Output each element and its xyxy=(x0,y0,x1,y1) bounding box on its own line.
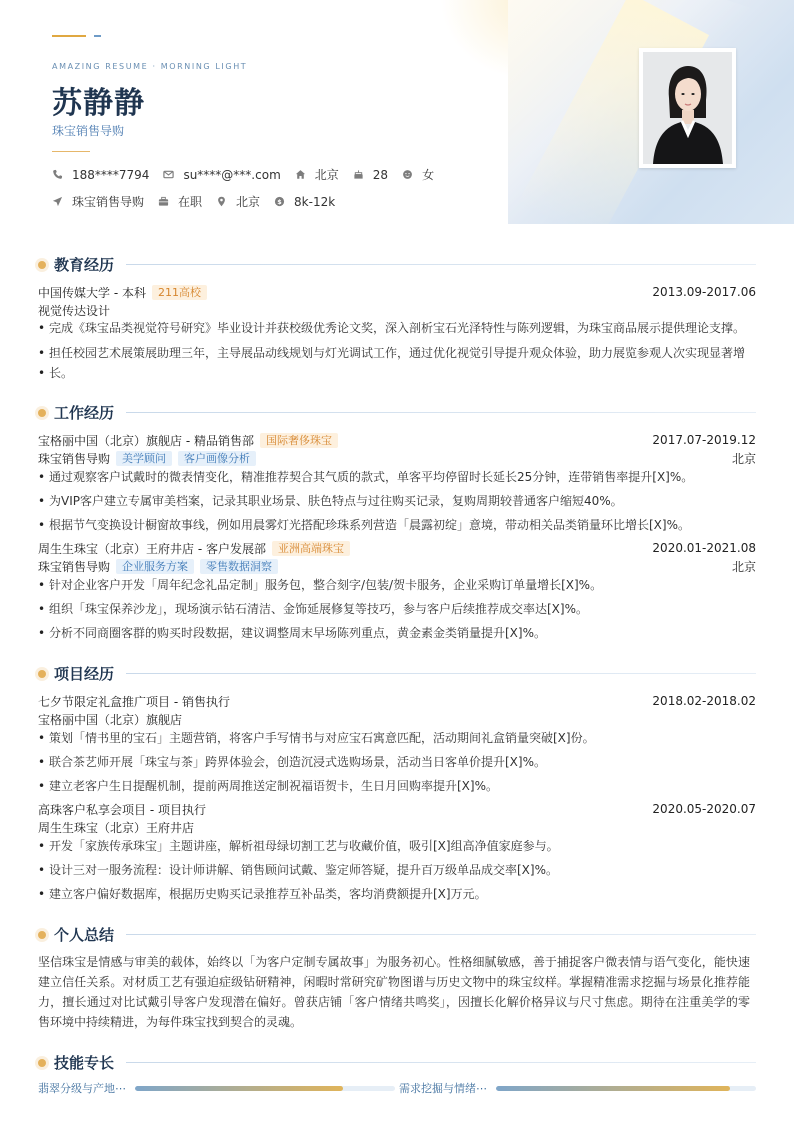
project-bullet: • 策划「情书里的宝石」主题营销，将客户手写情书与对应宝石寓意匹配，活动期间礼盒销量突破[X]份。 xyxy=(38,728,752,748)
project-bullet: • 联合茶艺师开展「珠宝与茶」跨界体验会，创造沉浸式选购场景，活动当日客单价提升[X]%。 xyxy=(38,752,752,772)
briefcase-icon xyxy=(158,196,169,207)
status-item xyxy=(158,193,202,210)
project-bullet: • 开发「家族传承珠宝」主题讲座，解析祖母绿切割工艺与收藏价值，吸引[X]组高净值家庭参与。 xyxy=(38,836,752,856)
section-dot xyxy=(38,1059,46,1067)
section-divider xyxy=(126,1062,756,1063)
skills-section-header xyxy=(38,1052,756,1073)
work-role-row xyxy=(38,558,756,574)
summary-text: 坚信珠宝是情感与审美的载体，始终以「为客户定制专属故事」为服务初心。性格细腻敏感，善于捕捉客户微表情与语气变化，能快速建立信任关系。对材质工艺有强迫症级钻研精神，闲暇时常研究矿物图谱与历史文物中的珠宝纹样。掌握精准需求挖掘与场景化推荐能力，擅长通过对比试戴引导客户发现潜在偏好。曾获店铺「客户情绪共鸣奖」，因擅长化解价格异议与尺寸焦虑。期待在注重美学的零售环境中持续精进，为每件珠宝找到契合的灵魂。 xyxy=(38,955,750,1029)
skill-name: 需求挖掘与情绪⋯ xyxy=(399,1082,487,1095)
phone-text: 188****7794 xyxy=(72,167,150,182)
hometown-text: 北京 xyxy=(314,168,339,182)
skill-bar-fill xyxy=(496,1086,730,1091)
target-job-text: 珠宝销售导购 xyxy=(72,195,145,209)
project-date: 2020.05-2020.07 xyxy=(652,802,756,816)
resume-header xyxy=(0,0,794,226)
home-icon xyxy=(295,169,306,180)
work-date: 2017.07-2019.12 xyxy=(652,433,756,447)
target-city-text: 北京 xyxy=(236,195,261,209)
skills-section-title: 技能专长 xyxy=(54,1054,115,1072)
candidate-job-title: 珠宝销售导购 xyxy=(52,124,125,138)
work-entry-header xyxy=(38,540,756,556)
project-org-row xyxy=(38,819,756,835)
education-date: 2013.09-2017.06 xyxy=(652,285,756,299)
salary-text: 8k-12k xyxy=(294,194,336,209)
profile-photo-frame xyxy=(639,48,736,168)
work-bullet: • 针对企业客户开发「周年纪念礼品定制」服务包，整合刻字/包装/贺卡服务，企业采购订单量增长[X]%。 xyxy=(38,575,752,595)
work-role: 珠宝销售导购 xyxy=(38,451,111,466)
education-major-row xyxy=(38,302,756,318)
candidate-name: 苏静静 xyxy=(52,86,145,121)
cake-icon xyxy=(353,169,364,180)
work-role: 珠宝销售导购 xyxy=(38,559,111,574)
skill-item xyxy=(399,1080,756,1096)
work-bullet: • 根据节气变换设计橱窗故事线，例如用晨雾灯光搭配珍珠系列营造「晨露初绽」意境，带动相关品类销量环比增长[X]%。 xyxy=(38,515,752,535)
project-org-row xyxy=(38,711,756,727)
section-dot xyxy=(38,931,46,939)
project-entry-header xyxy=(38,693,756,709)
project-bullet: • 建立客户偏好数据库，根据历史购买记录推荐互补品类，客均消费额提升[X]万元。 xyxy=(38,884,752,904)
project-bullet: • 建立老客户生日提醒机制，提前两周推送定制祝福语贺卡，生日月回购率提升[X]%。 xyxy=(38,776,752,796)
education-school: 中国传媒大学 - 本科 xyxy=(38,285,146,300)
skill-item xyxy=(38,1080,395,1096)
project-bullet: • 设计三对一服务流程：设计师讲解、销售顾问试戴、鉴定师答疑，提升百万级单品成交率[X]%。 xyxy=(38,860,752,880)
role-tag: 企业服务方案 xyxy=(116,559,194,574)
company-tag: 亚洲高端珠宝 xyxy=(272,541,350,556)
gender-text: 女 xyxy=(422,168,435,182)
section-divider xyxy=(126,264,756,265)
project-entry-header xyxy=(38,801,756,817)
project-name: 七夕节限定礼盒推广项目 - 销售执行 xyxy=(38,694,230,709)
salary-icon xyxy=(274,196,285,207)
work-section-header xyxy=(38,402,756,423)
school-tag: 211高校 xyxy=(152,285,207,300)
section-dot xyxy=(38,409,46,417)
education-bullet: • 担任校园艺术展策展助理三年，主导展品动线规划与灯光调试工作，通过优化视觉引导提升观众体验，助力展览参观人次实现显著增 xyxy=(38,343,752,363)
work-city: 北京 xyxy=(731,451,756,466)
resume-tagline: AMAZING RESUME · MORNING LIGHT xyxy=(52,62,248,71)
phone-item xyxy=(52,168,149,182)
accent-lines xyxy=(52,35,101,37)
work-bullet: • 组织「珠宝保养沙龙」，现场演示钻石清洁、金饰延展修复等技巧，参与客户后续推荐成交率达[X]%。 xyxy=(38,599,752,619)
education-major: 视觉传达设计 xyxy=(38,303,111,318)
work-company: 周生生珠宝（北京）王府井店 - 客户发展部 xyxy=(38,541,266,556)
skill-name: 翡翠分级与产地⋯ xyxy=(38,1082,126,1095)
job-intent-row xyxy=(52,193,349,210)
section-divider xyxy=(126,673,756,674)
education-entry-header xyxy=(38,284,756,300)
phone-icon xyxy=(52,169,63,180)
project-date: 2018.02-2018.02 xyxy=(652,694,756,708)
svg-text:$: $ xyxy=(277,197,282,206)
age-text: 28 xyxy=(372,167,389,182)
work-city: 北京 xyxy=(731,559,756,574)
status-text: 在职 xyxy=(178,195,203,209)
work-bullet: • 为VIP客户建立专属审美档案，记录其职业场景、肤色特点与过往购买记录，复购周期较普通客户缩短40%。 xyxy=(38,491,752,511)
projects-section-header xyxy=(38,663,756,684)
education-bullet: • 完成《珠宝品类视觉符号研究》毕业设计并获校级优秀论文奖，深入剖析宝石光泽特性与陈列逻辑，为珠宝商品展示提供理论支撑。 xyxy=(38,318,752,338)
project-org: 宝格丽中国（北京）旗舰店 xyxy=(38,712,183,727)
work-bullet: • 分析不同商圈客群的购买时段数据，建议调整周末早场陈列重点，黄金素金类销量提升[X]%。 xyxy=(38,623,752,643)
section-divider xyxy=(126,412,756,413)
education-bullet-continuation: • 长。 xyxy=(38,363,752,383)
education-section-title: 教育经历 xyxy=(54,256,115,274)
summary-section-title: 个人总结 xyxy=(54,926,115,944)
role-tag: 客户画像分析 xyxy=(178,451,256,466)
work-entry-header xyxy=(38,432,756,448)
name-underline xyxy=(52,151,90,152)
work-bullet: • 通过观察客户试戴时的微表情变化，精准推荐契合其气质的款式，单客平均停留时长延长25分钟，连带销售率提升[X]%。 xyxy=(38,467,752,487)
location-icon xyxy=(216,196,227,207)
target-city-item xyxy=(216,193,260,210)
hometown-item xyxy=(295,166,339,183)
work-role-row xyxy=(38,450,756,466)
work-company: 宝格丽中国（北京）旗舰店 - 精品销售部 xyxy=(38,433,254,448)
age-item xyxy=(353,168,388,182)
target-job-item xyxy=(52,193,144,210)
project-name: 高珠客户私享会项目 - 项目执行 xyxy=(38,802,206,817)
section-dot xyxy=(38,670,46,678)
education-section-header xyxy=(38,254,756,275)
contact-row xyxy=(52,166,448,183)
gender-icon xyxy=(402,169,413,180)
summary-section-header xyxy=(38,924,756,945)
send-icon xyxy=(52,196,63,207)
email-item xyxy=(163,168,280,182)
email-text: su****@***.com xyxy=(183,167,281,182)
project-org: 周生生珠宝（北京）王府井店 xyxy=(38,820,195,835)
section-dot xyxy=(38,261,46,269)
skill-bar-fill xyxy=(135,1086,343,1091)
salary-item xyxy=(274,195,335,209)
skill-bar-track xyxy=(135,1086,395,1091)
company-tag: 国际奢侈珠宝 xyxy=(260,433,338,448)
section-divider xyxy=(126,934,756,935)
skill-bar-track xyxy=(496,1086,756,1091)
projects-section-title: 项目经历 xyxy=(54,665,115,683)
profile-photo xyxy=(643,52,732,164)
gender-item xyxy=(402,166,434,183)
work-date: 2020.01-2021.08 xyxy=(652,541,756,555)
role-tag: 美学顾问 xyxy=(116,451,172,466)
work-section-title: 工作经历 xyxy=(54,404,115,422)
mail-icon xyxy=(163,169,174,180)
role-tag: 零售数据洞察 xyxy=(200,559,278,574)
